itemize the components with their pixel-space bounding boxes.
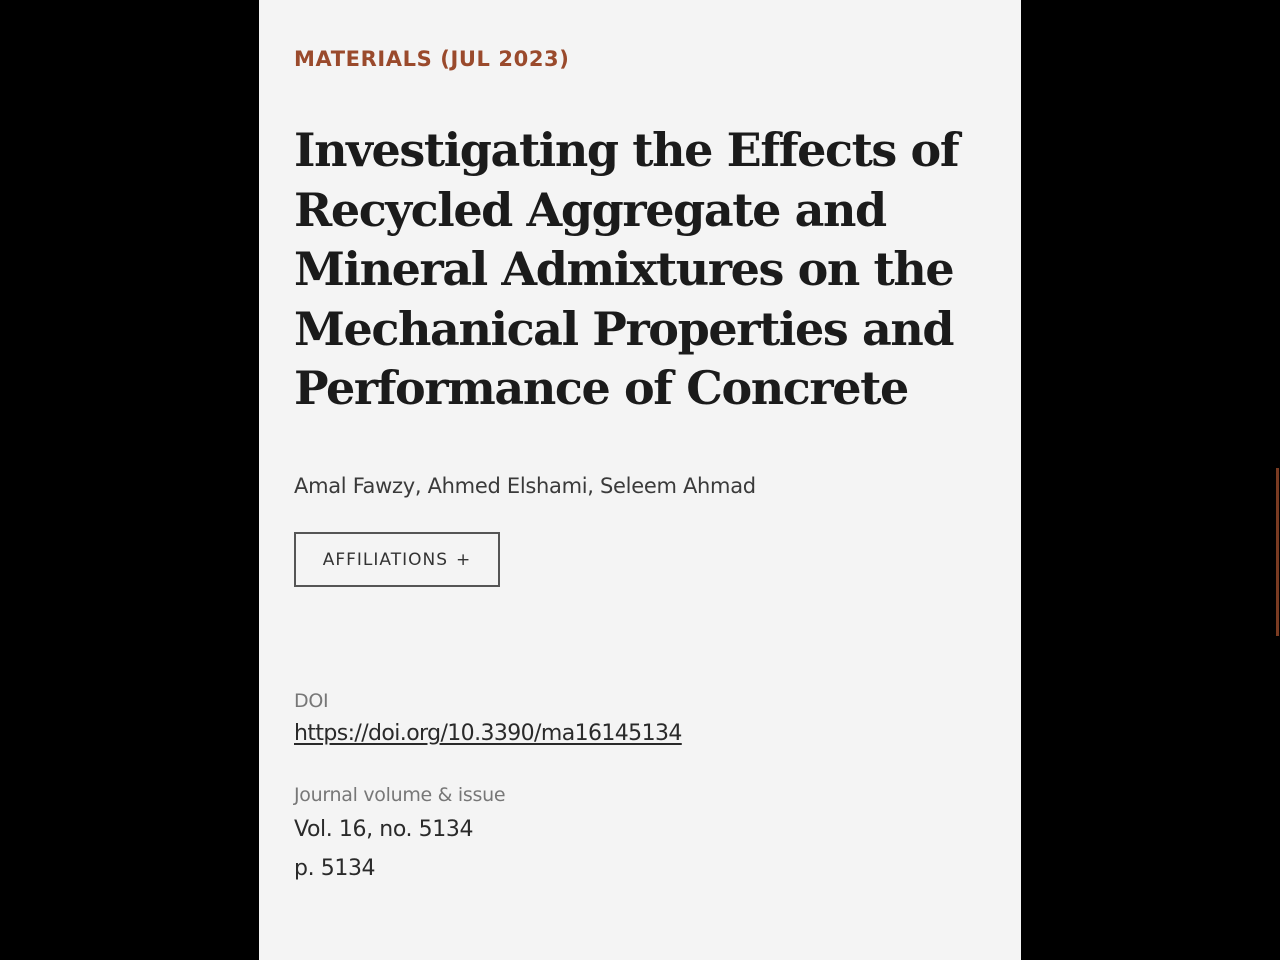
volume-issue-label: Journal volume & issue: [294, 784, 506, 806]
doi-link[interactable]: https://doi.org/10.3390/ma16145134: [294, 721, 682, 746]
doi-label: DOI: [294, 690, 329, 712]
author-list: Amal Fawzy, Ahmed Elshami, Seleem Ahmad: [294, 474, 756, 498]
journal-date-label: MATERIALS (JUL 2023): [294, 47, 570, 71]
scroll-indicator[interactable]: [1276, 468, 1279, 636]
affiliations-button[interactable]: [294, 532, 500, 587]
plus-icon: +: [456, 549, 472, 570]
volume-number: Vol. 16, no. 5134: [294, 817, 474, 842]
article-page: [259, 0, 1021, 960]
page-number: p. 5134: [294, 856, 376, 881]
article-title: Investigating the Effects of Recycled Aggregate and Mineral Admixtures on the Mechanical Properties and Performance of Concrete: [294, 123, 959, 415]
affiliations-button-label: AFFILIATIONS: [322, 549, 449, 570]
